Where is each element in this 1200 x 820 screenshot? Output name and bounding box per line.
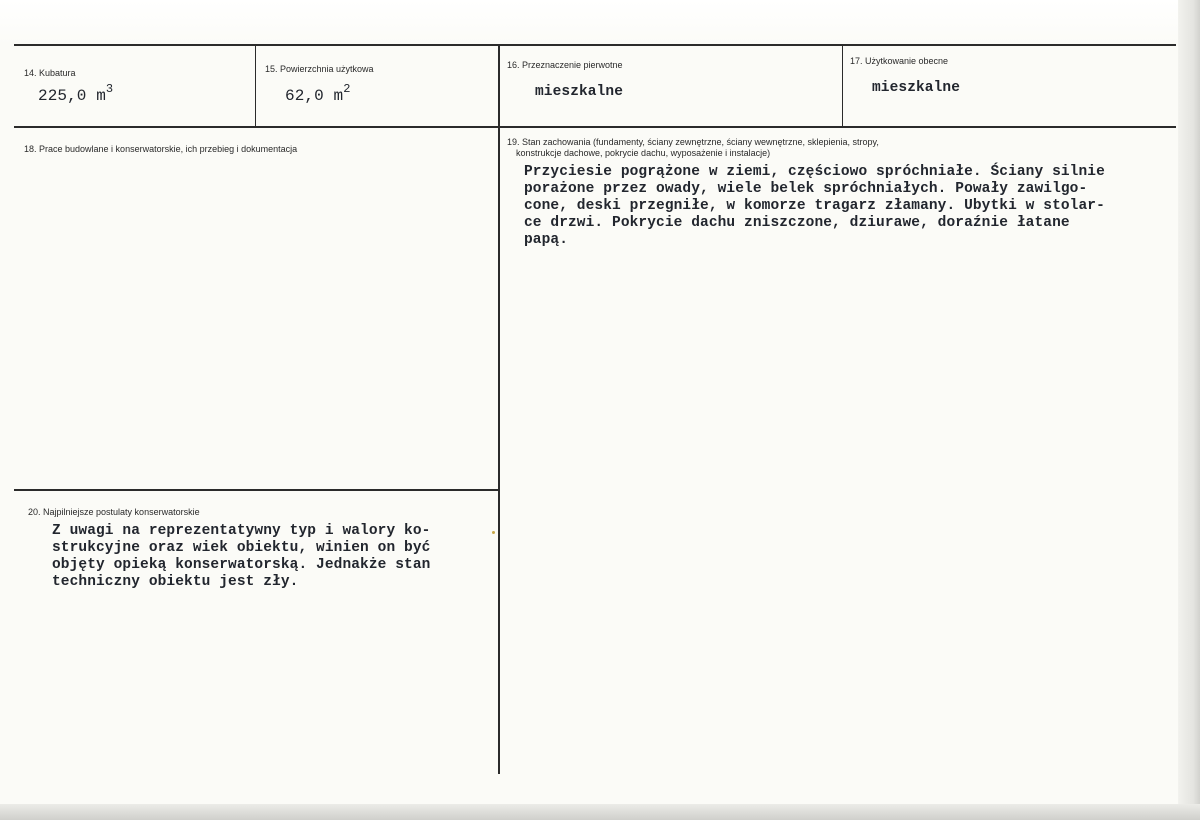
field-20-line-2: strukcyjne oraz wiek obiektu, winien on być <box>52 540 431 556</box>
field-14-exponent: 3 <box>105 81 114 96</box>
divider-15-16 <box>498 45 500 127</box>
top-rule <box>14 44 1176 46</box>
field-17-value: mieszkalne <box>872 80 961 96</box>
field-20-line-1: Z uwagi na reprezentatywny typ i walory ko- <box>52 523 431 539</box>
field-14-label: 14. Kubatura <box>24 68 76 78</box>
field-17-label: 17. Użytkowanie obecne <box>850 56 949 66</box>
field-15-number: 62,0 m <box>285 87 344 105</box>
field-19-line-3: cone, deski przegniłe, w komorze tragarz złamany. Ubytki w stolar- <box>524 198 1105 214</box>
field-19-line-5: papą. <box>524 232 569 248</box>
field-19-line-4: ce drzwi. Pokrycie dachu zniszczone, dziurawe, doraźnie łatane <box>524 215 1070 231</box>
ink-speck <box>492 531 495 534</box>
field-18-label: 18. Prace budowlane i konserwatorskie, ich przebieg i dokumentacja <box>24 144 298 154</box>
divider-14-15 <box>255 45 256 127</box>
field-19-label-line1: 19. Stan zachowania (fundamenty, ściany zewnętrzne, ściany wewnętrzne, sklepienia, stropy, <box>507 137 879 147</box>
section-18-20-divider <box>14 489 499 491</box>
field-14-number: 225,0 m <box>38 87 106 105</box>
field-19-line-1: Przyciesie pogrążone w ziemi, częściowo spróchniałe. Ściany silnie <box>524 164 1105 180</box>
field-16-label: 16. Przeznaczenie pierwotne <box>507 60 623 70</box>
field-15-exponent: 2 <box>343 81 351 96</box>
header-row-bottom-rule <box>14 126 1176 128</box>
divider-16-17 <box>842 45 843 127</box>
field-19-label-line2: konstrukcje dachowe, pokrycie dachu, wyposażenie i instalacje) <box>516 148 771 158</box>
field-19-line-2: porażone przez owady, wiele belek spróchniałych. Powały zawilgo- <box>524 181 1088 197</box>
field-20-label: 20. Najpilniejsze postulaty konserwatorskie <box>28 507 200 517</box>
main-vertical-divider <box>498 127 500 774</box>
field-14-value <box>38 81 114 105</box>
card-right-edge <box>1178 0 1200 820</box>
card-bottom-edge <box>0 804 1200 820</box>
field-15-value <box>285 81 351 105</box>
field-20-line-4: techniczny obiektu jest zły. <box>52 574 299 590</box>
field-20-line-3: objęty opieką konserwatorską. Jednakże stan <box>52 557 431 573</box>
field-15-label: 15. Powierzchnia użytkowa <box>265 64 374 74</box>
field-16-value: mieszkalne <box>535 84 624 100</box>
card-top-margin <box>0 0 1200 44</box>
